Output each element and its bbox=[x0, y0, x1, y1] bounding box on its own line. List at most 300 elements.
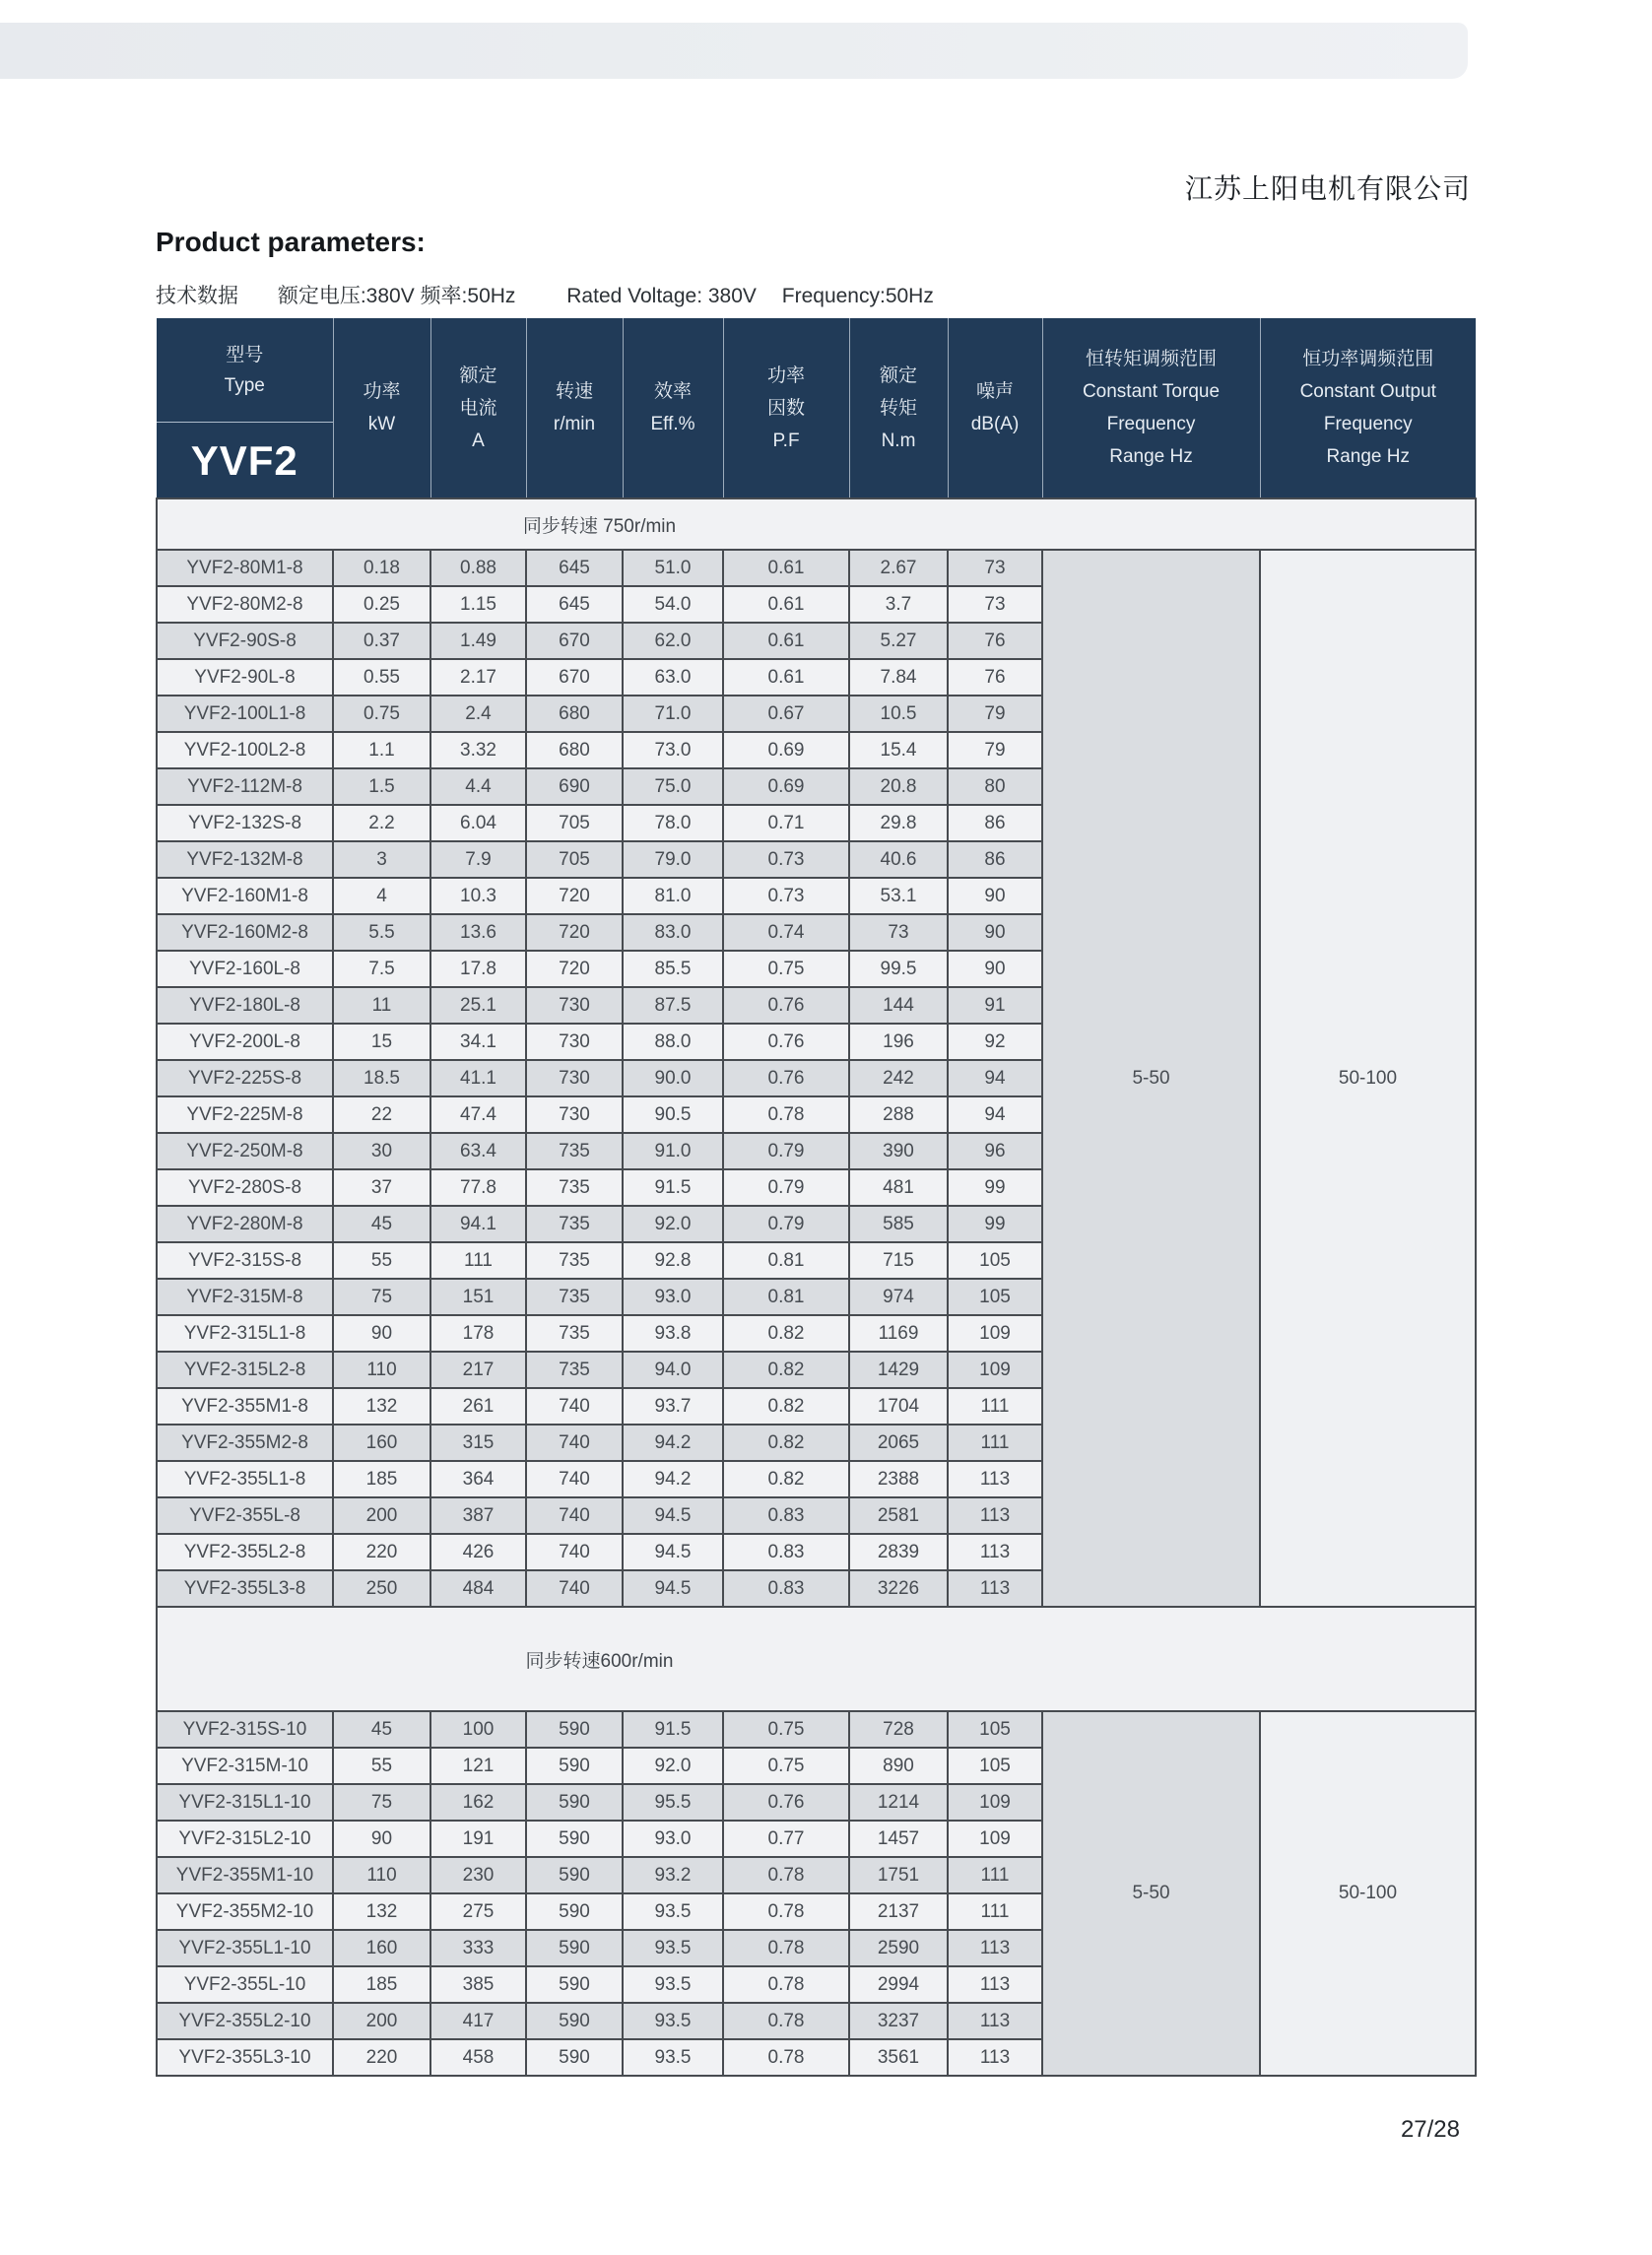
cell-efficiency: 92.8 bbox=[623, 1242, 723, 1279]
cell-type: YVF2-180L-8 bbox=[157, 987, 333, 1024]
cell-current-a: 17.8 bbox=[430, 951, 526, 987]
cell-type: YVF2-100L2-8 bbox=[157, 732, 333, 768]
cell-efficiency: 51.0 bbox=[623, 550, 723, 586]
cell-torque-nm: 3561 bbox=[849, 2039, 948, 2076]
cell-power-factor: 0.83 bbox=[723, 1534, 849, 1570]
cell-type: YVF2-315L2-10 bbox=[157, 1821, 333, 1857]
cell-speed-rpm: 735 bbox=[526, 1279, 623, 1315]
cell-torque-nm: 3226 bbox=[849, 1570, 948, 1607]
cell-type: YVF2-160L-8 bbox=[157, 951, 333, 987]
model-header-en: Type bbox=[224, 374, 265, 396]
cell-torque-nm: 29.8 bbox=[849, 805, 948, 841]
cell-efficiency: 93.5 bbox=[623, 1893, 723, 1930]
parameters-table-wrap bbox=[156, 318, 1477, 2077]
cell-efficiency: 90.0 bbox=[623, 1060, 723, 1096]
cell-speed-rpm: 720 bbox=[526, 914, 623, 951]
cell-noise-db: 113 bbox=[948, 2003, 1042, 2039]
cell-noise-db: 113 bbox=[948, 1966, 1042, 2003]
cell-power-factor: 0.79 bbox=[723, 1206, 849, 1242]
cell-current-a: 275 bbox=[430, 1893, 526, 1930]
cell-noise-db: 73 bbox=[948, 586, 1042, 623]
cell-speed-rpm: 590 bbox=[526, 1711, 623, 1748]
header-line: dB(A) bbox=[970, 414, 1020, 434]
cell-type: YVF2-355L2-10 bbox=[157, 2003, 333, 2039]
cell-power-kw: 55 bbox=[333, 1748, 430, 1784]
cell-power-factor: 0.74 bbox=[723, 914, 849, 951]
cell-speed-rpm: 680 bbox=[526, 732, 623, 768]
cell-efficiency: 93.5 bbox=[623, 1930, 723, 1966]
header-line: 转速 bbox=[555, 381, 593, 402]
cell-current-a: 77.8 bbox=[430, 1169, 526, 1206]
cell-efficiency: 78.0 bbox=[623, 805, 723, 841]
header-line: 功率 bbox=[363, 381, 401, 402]
cell-current-a: 230 bbox=[430, 1857, 526, 1893]
cell-torque-nm: 3.7 bbox=[849, 586, 948, 623]
cell-efficiency: 54.0 bbox=[623, 586, 723, 623]
cell-power-kw: 1.5 bbox=[333, 768, 430, 805]
cell-power-kw: 1.1 bbox=[333, 732, 430, 768]
cell-torque-nm: 15.4 bbox=[849, 732, 948, 768]
header-line: 效率 bbox=[653, 381, 692, 402]
model-header-cn: 型号 bbox=[226, 344, 264, 365]
cell-power-kw: 4 bbox=[333, 878, 430, 914]
cell-current-a: 217 bbox=[430, 1352, 526, 1388]
cell-type: YVF2-160M2-8 bbox=[157, 914, 333, 951]
cell-torque-nm: 73 bbox=[849, 914, 948, 951]
cell-speed-rpm: 590 bbox=[526, 1784, 623, 1821]
header-line: 恒功率调频范围 bbox=[1302, 349, 1434, 369]
cell-current-a: 4.4 bbox=[430, 768, 526, 805]
cell-type: YVF2-355L2-8 bbox=[157, 1534, 333, 1570]
cell-efficiency: 93.2 bbox=[623, 1857, 723, 1893]
cell-current-a: 417 bbox=[430, 2003, 526, 2039]
cell-efficiency: 91.0 bbox=[623, 1133, 723, 1169]
cell-current-a: 364 bbox=[430, 1461, 526, 1497]
cell-torque-nm: 5.27 bbox=[849, 623, 948, 659]
cell-noise-db: 94 bbox=[948, 1060, 1042, 1096]
cell-speed-rpm: 590 bbox=[526, 1966, 623, 2003]
cell-type: YVF2-355L3-8 bbox=[157, 1570, 333, 1607]
cell-noise-db: 109 bbox=[948, 1784, 1042, 1821]
cell-speed-rpm: 735 bbox=[526, 1242, 623, 1279]
header-line: 转矩 bbox=[879, 397, 917, 419]
col-header-noise-db bbox=[948, 318, 1042, 498]
header-line: Frequency bbox=[1323, 414, 1413, 434]
cell-torque-nm: 585 bbox=[849, 1206, 948, 1242]
cell-noise-db: 113 bbox=[948, 1497, 1042, 1534]
table-body bbox=[157, 498, 1476, 2076]
cell-speed-rpm: 670 bbox=[526, 659, 623, 696]
cell-power-factor: 0.69 bbox=[723, 732, 849, 768]
header-line: 噪声 bbox=[975, 381, 1014, 402]
cell-current-a: 121 bbox=[430, 1748, 526, 1784]
cell-current-a: 0.88 bbox=[430, 550, 526, 586]
cell-current-a: 100 bbox=[430, 1711, 526, 1748]
cell-torque-nm: 53.1 bbox=[849, 878, 948, 914]
header-line: 电流 bbox=[459, 397, 497, 419]
cell-speed-rpm: 735 bbox=[526, 1206, 623, 1242]
section-title: 同步转速 750r/min bbox=[157, 498, 1476, 550]
section-title: 同步转速600r/min bbox=[157, 1607, 1476, 1711]
header-line: Constant Torque bbox=[1082, 381, 1221, 402]
cell-speed-rpm: 690 bbox=[526, 768, 623, 805]
cell-current-a: 3.32 bbox=[430, 732, 526, 768]
cell-noise-db: 99 bbox=[948, 1206, 1042, 1242]
cell-speed-rpm: 730 bbox=[526, 1024, 623, 1060]
cell-torque-nm: 40.6 bbox=[849, 841, 948, 878]
torque-range-cell: 5-50 bbox=[1042, 550, 1260, 1607]
cell-power-kw: 0.18 bbox=[333, 550, 430, 586]
cell-current-a: 191 bbox=[430, 1821, 526, 1857]
cell-current-a: 47.4 bbox=[430, 1096, 526, 1133]
output-range-cell: 50-100 bbox=[1260, 550, 1476, 1607]
cell-power-factor: 0.82 bbox=[723, 1461, 849, 1497]
cell-noise-db: 91 bbox=[948, 987, 1042, 1024]
cell-speed-rpm: 740 bbox=[526, 1461, 623, 1497]
cell-speed-rpm: 735 bbox=[526, 1315, 623, 1352]
cell-speed-rpm: 720 bbox=[526, 951, 623, 987]
cell-torque-nm: 99.5 bbox=[849, 951, 948, 987]
page-number: 27/28 bbox=[1400, 2116, 1460, 2143]
cell-type: YVF2-80M2-8 bbox=[157, 586, 333, 623]
cell-torque-nm: 974 bbox=[849, 1279, 948, 1315]
cell-power-factor: 0.78 bbox=[723, 1966, 849, 2003]
cell-torque-nm: 1704 bbox=[849, 1388, 948, 1425]
cell-power-factor: 0.82 bbox=[723, 1425, 849, 1461]
cell-current-a: 315 bbox=[430, 1425, 526, 1461]
cell-power-factor: 0.61 bbox=[723, 623, 849, 659]
cell-noise-db: 76 bbox=[948, 659, 1042, 696]
cell-efficiency: 93.0 bbox=[623, 1821, 723, 1857]
cell-power-factor: 0.76 bbox=[723, 1060, 849, 1096]
series-label: YVF2 bbox=[190, 436, 298, 484]
cell-power-kw: 37 bbox=[333, 1169, 430, 1206]
page-title: Product parameters: bbox=[156, 227, 426, 257]
cell-noise-db: 99 bbox=[948, 1169, 1042, 1206]
cell-torque-nm: 2994 bbox=[849, 1966, 948, 2003]
cell-power-factor: 0.78 bbox=[723, 1857, 849, 1893]
cell-current-a: 63.4 bbox=[430, 1133, 526, 1169]
header-line: Constant Output bbox=[1299, 381, 1436, 402]
cell-type: YVF2-315L1-8 bbox=[157, 1315, 333, 1352]
cell-efficiency: 94.0 bbox=[623, 1352, 723, 1388]
cell-power-kw: 0.55 bbox=[333, 659, 430, 696]
cell-type: YVF2-80M1-8 bbox=[157, 550, 333, 586]
cell-power-kw: 22 bbox=[333, 1096, 430, 1133]
col-header-current-a bbox=[430, 318, 526, 498]
cell-speed-rpm: 740 bbox=[526, 1534, 623, 1570]
cell-current-a: 426 bbox=[430, 1534, 526, 1570]
cell-power-factor: 0.78 bbox=[723, 1893, 849, 1930]
cell-type: YVF2-225S-8 bbox=[157, 1060, 333, 1096]
cell-torque-nm: 288 bbox=[849, 1096, 948, 1133]
cell-power-kw: 185 bbox=[333, 1461, 430, 1497]
cell-speed-rpm: 735 bbox=[526, 1133, 623, 1169]
cell-noise-db: 80 bbox=[948, 768, 1042, 805]
cell-power-kw: 5.5 bbox=[333, 914, 430, 951]
cell-power-kw: 11 bbox=[333, 987, 430, 1024]
cell-torque-nm: 1457 bbox=[849, 1821, 948, 1857]
cell-type: YVF2-355L3-10 bbox=[157, 2039, 333, 2076]
cell-efficiency: 94.5 bbox=[623, 1534, 723, 1570]
header-row bbox=[157, 318, 1476, 498]
col-header-output-range bbox=[1260, 318, 1476, 498]
cell-type: YVF2-355L1-10 bbox=[157, 1930, 333, 1966]
cell-speed-rpm: 740 bbox=[526, 1388, 623, 1425]
cell-current-a: 333 bbox=[430, 1930, 526, 1966]
cell-noise-db: 96 bbox=[948, 1133, 1042, 1169]
cell-noise-db: 92 bbox=[948, 1024, 1042, 1060]
cell-current-a: 2.17 bbox=[430, 659, 526, 696]
cell-power-kw: 7.5 bbox=[333, 951, 430, 987]
cell-noise-db: 109 bbox=[948, 1821, 1042, 1857]
cell-torque-nm: 3237 bbox=[849, 2003, 948, 2039]
cell-efficiency: 85.5 bbox=[623, 951, 723, 987]
cell-type: YVF2-355M2-8 bbox=[157, 1425, 333, 1461]
cell-speed-rpm: 735 bbox=[526, 1169, 623, 1206]
cell-power-kw: 3 bbox=[333, 841, 430, 878]
header-line: A bbox=[472, 430, 485, 451]
cell-power-kw: 90 bbox=[333, 1821, 430, 1857]
cell-efficiency: 95.5 bbox=[623, 1784, 723, 1821]
cell-torque-nm: 7.84 bbox=[849, 659, 948, 696]
cell-speed-rpm: 735 bbox=[526, 1352, 623, 1388]
cell-power-factor: 0.69 bbox=[723, 768, 849, 805]
cell-type: YVF2-280M-8 bbox=[157, 1206, 333, 1242]
cell-power-factor: 0.78 bbox=[723, 1096, 849, 1133]
cell-torque-nm: 10.5 bbox=[849, 696, 948, 732]
cell-current-a: 178 bbox=[430, 1315, 526, 1352]
cell-noise-db: 105 bbox=[948, 1748, 1042, 1784]
cell-noise-db: 86 bbox=[948, 805, 1042, 841]
cell-speed-rpm: 740 bbox=[526, 1570, 623, 1607]
cell-efficiency: 94.2 bbox=[623, 1461, 723, 1497]
cell-type: YVF2-355M2-10 bbox=[157, 1893, 333, 1930]
cell-noise-db: 90 bbox=[948, 951, 1042, 987]
cell-speed-rpm: 645 bbox=[526, 586, 623, 623]
cell-torque-nm: 144 bbox=[849, 987, 948, 1024]
cell-current-a: 458 bbox=[430, 2039, 526, 2076]
cell-power-kw: 30 bbox=[333, 1133, 430, 1169]
cell-noise-db: 79 bbox=[948, 696, 1042, 732]
header-line: 额定 bbox=[879, 365, 917, 386]
cell-noise-db: 79 bbox=[948, 732, 1042, 768]
cell-efficiency: 62.0 bbox=[623, 623, 723, 659]
top-decorative-band bbox=[0, 23, 1468, 79]
header-line: Range Hz bbox=[1326, 446, 1410, 467]
cell-torque-nm: 715 bbox=[849, 1242, 948, 1279]
cell-efficiency: 93.8 bbox=[623, 1315, 723, 1352]
cell-power-kw: 18.5 bbox=[333, 1060, 430, 1096]
cell-type: YVF2-355L-8 bbox=[157, 1497, 333, 1534]
cell-power-factor: 0.73 bbox=[723, 841, 849, 878]
cell-current-a: 1.15 bbox=[430, 586, 526, 623]
col-header-torque-range bbox=[1042, 318, 1260, 498]
cell-type: YVF2-100L1-8 bbox=[157, 696, 333, 732]
cell-power-factor: 0.61 bbox=[723, 550, 849, 586]
cell-torque-nm: 1169 bbox=[849, 1315, 948, 1352]
torque-range-cell: 5-50 bbox=[1042, 1711, 1260, 2076]
cell-power-kw: 220 bbox=[333, 2039, 430, 2076]
company-name: 江苏上阳电机有限公司 bbox=[1184, 173, 1471, 204]
cell-speed-rpm: 645 bbox=[526, 550, 623, 586]
cell-power-kw: 185 bbox=[333, 1966, 430, 2003]
cell-torque-nm: 2137 bbox=[849, 1893, 948, 1930]
motor-parameters-table bbox=[156, 318, 1477, 2077]
cell-speed-rpm: 590 bbox=[526, 1930, 623, 1966]
header-line: r/min bbox=[553, 414, 596, 434]
cell-torque-nm: 1214 bbox=[849, 1784, 948, 1821]
cell-current-a: 94.1 bbox=[430, 1206, 526, 1242]
cell-efficiency: 94.5 bbox=[623, 1497, 723, 1534]
cell-speed-rpm: 705 bbox=[526, 805, 623, 841]
cell-current-a: 111 bbox=[430, 1242, 526, 1279]
header-line: P.F bbox=[772, 430, 800, 451]
cell-power-factor: 0.61 bbox=[723, 659, 849, 696]
cell-power-factor: 0.82 bbox=[723, 1315, 849, 1352]
cell-power-factor: 0.61 bbox=[723, 586, 849, 623]
cell-power-kw: 0.75 bbox=[333, 696, 430, 732]
cell-noise-db: 105 bbox=[948, 1242, 1042, 1279]
cell-current-a: 10.3 bbox=[430, 878, 526, 914]
cell-speed-rpm: 590 bbox=[526, 2003, 623, 2039]
cell-power-factor: 0.79 bbox=[723, 1169, 849, 1206]
cell-noise-db: 94 bbox=[948, 1096, 1042, 1133]
cell-speed-rpm: 590 bbox=[526, 1748, 623, 1784]
cell-noise-db: 109 bbox=[948, 1352, 1042, 1388]
header-line: 因数 bbox=[766, 397, 805, 419]
cell-power-kw: 132 bbox=[333, 1388, 430, 1425]
header-line: Eff.% bbox=[650, 414, 695, 434]
table-row bbox=[157, 1711, 1476, 1748]
subtitle-en-voltage: Rated Voltage: 380V bbox=[566, 285, 757, 307]
table-row bbox=[157, 550, 1476, 586]
cell-speed-rpm: 590 bbox=[526, 2039, 623, 2076]
cell-power-factor: 0.75 bbox=[723, 1748, 849, 1784]
cell-efficiency: 81.0 bbox=[623, 878, 723, 914]
cell-efficiency: 63.0 bbox=[623, 659, 723, 696]
cell-power-kw: 220 bbox=[333, 1534, 430, 1570]
cell-power-kw: 90 bbox=[333, 1315, 430, 1352]
cell-noise-db: 86 bbox=[948, 841, 1042, 878]
cell-current-a: 151 bbox=[430, 1279, 526, 1315]
cell-type: YVF2-355L-10 bbox=[157, 1966, 333, 2003]
cell-power-kw: 200 bbox=[333, 1497, 430, 1534]
cell-efficiency: 93.5 bbox=[623, 1966, 723, 2003]
cell-type: YVF2-250M-8 bbox=[157, 1133, 333, 1169]
cell-type: YVF2-132M-8 bbox=[157, 841, 333, 878]
cell-power-kw: 2.2 bbox=[333, 805, 430, 841]
cell-power-factor: 0.76 bbox=[723, 1024, 849, 1060]
cell-torque-nm: 2388 bbox=[849, 1461, 948, 1497]
cell-power-kw: 45 bbox=[333, 1206, 430, 1242]
cell-type: YVF2-132S-8 bbox=[157, 805, 333, 841]
cell-efficiency: 91.5 bbox=[623, 1711, 723, 1748]
cell-power-factor: 0.71 bbox=[723, 805, 849, 841]
cell-torque-nm: 196 bbox=[849, 1024, 948, 1060]
cell-power-factor: 0.67 bbox=[723, 696, 849, 732]
cell-current-a: 25.1 bbox=[430, 987, 526, 1024]
output-range-cell: 50-100 bbox=[1260, 1711, 1476, 2076]
cell-noise-db: 111 bbox=[948, 1893, 1042, 1930]
cell-speed-rpm: 720 bbox=[526, 878, 623, 914]
cell-torque-nm: 20.8 bbox=[849, 768, 948, 805]
cell-noise-db: 76 bbox=[948, 623, 1042, 659]
section-title-row bbox=[157, 498, 1476, 550]
cell-current-a: 1.49 bbox=[430, 623, 526, 659]
cell-power-factor: 0.82 bbox=[723, 1352, 849, 1388]
cell-current-a: 7.9 bbox=[430, 841, 526, 878]
header-line: N.m bbox=[881, 430, 916, 451]
section-title-row bbox=[157, 1607, 1476, 1711]
cell-efficiency: 93.0 bbox=[623, 1279, 723, 1315]
cell-current-a: 162 bbox=[430, 1784, 526, 1821]
cell-noise-db: 113 bbox=[948, 2039, 1042, 2076]
cell-power-kw: 0.37 bbox=[333, 623, 430, 659]
cell-power-factor: 0.81 bbox=[723, 1242, 849, 1279]
cell-power-factor: 0.77 bbox=[723, 1821, 849, 1857]
cell-power-factor: 0.78 bbox=[723, 1930, 849, 1966]
cell-efficiency: 71.0 bbox=[623, 696, 723, 732]
cell-power-kw: 75 bbox=[333, 1279, 430, 1315]
cell-speed-rpm: 740 bbox=[526, 1497, 623, 1534]
subtitle-en-frequency: Frequency:50Hz bbox=[781, 285, 934, 307]
cell-efficiency: 92.0 bbox=[623, 1206, 723, 1242]
cell-type: YVF2-315L1-10 bbox=[157, 1784, 333, 1821]
header-line: 功率 bbox=[766, 365, 805, 386]
cell-torque-nm: 1751 bbox=[849, 1857, 948, 1893]
cell-type: YVF2-315M-10 bbox=[157, 1748, 333, 1784]
cell-type: YVF2-315L2-8 bbox=[157, 1352, 333, 1388]
cell-current-a: 387 bbox=[430, 1497, 526, 1534]
cell-speed-rpm: 730 bbox=[526, 987, 623, 1024]
cell-noise-db: 111 bbox=[948, 1425, 1042, 1461]
cell-noise-db: 113 bbox=[948, 1461, 1042, 1497]
cell-speed-rpm: 590 bbox=[526, 1893, 623, 1930]
cell-power-kw: 110 bbox=[333, 1857, 430, 1893]
cell-type: YVF2-355M1-10 bbox=[157, 1857, 333, 1893]
cell-speed-rpm: 590 bbox=[526, 1857, 623, 1893]
cell-power-factor: 0.83 bbox=[723, 1497, 849, 1534]
cell-power-factor: 0.82 bbox=[723, 1388, 849, 1425]
cell-efficiency: 93.5 bbox=[623, 2039, 723, 2076]
cell-power-kw: 45 bbox=[333, 1711, 430, 1748]
cell-noise-db: 105 bbox=[948, 1711, 1042, 1748]
cell-efficiency: 90.5 bbox=[623, 1096, 723, 1133]
cell-current-a: 6.04 bbox=[430, 805, 526, 841]
cell-power-kw: 110 bbox=[333, 1352, 430, 1388]
subtitle-cn: 技术数据 bbox=[156, 285, 238, 307]
cell-torque-nm: 242 bbox=[849, 1060, 948, 1096]
cell-power-kw: 200 bbox=[333, 2003, 430, 2039]
cell-power-kw: 55 bbox=[333, 1242, 430, 1279]
cell-efficiency: 73.0 bbox=[623, 732, 723, 768]
cell-type: YVF2-90L-8 bbox=[157, 659, 333, 696]
cell-torque-nm: 890 bbox=[849, 1748, 948, 1784]
cell-power-kw: 15 bbox=[333, 1024, 430, 1060]
cell-type: YVF2-355L1-8 bbox=[157, 1461, 333, 1497]
col-header-speed-rpm bbox=[526, 318, 623, 498]
model-header-top bbox=[157, 318, 333, 423]
cell-efficiency: 94.2 bbox=[623, 1425, 723, 1461]
cell-power-kw: 0.25 bbox=[333, 586, 430, 623]
cell-type: YVF2-280S-8 bbox=[157, 1169, 333, 1206]
cell-efficiency: 79.0 bbox=[623, 841, 723, 878]
cell-type: YVF2-225M-8 bbox=[157, 1096, 333, 1133]
cell-type: YVF2-315S-8 bbox=[157, 1242, 333, 1279]
cell-noise-db: 111 bbox=[948, 1388, 1042, 1425]
header-line: 恒转矩调频范围 bbox=[1085, 349, 1217, 369]
